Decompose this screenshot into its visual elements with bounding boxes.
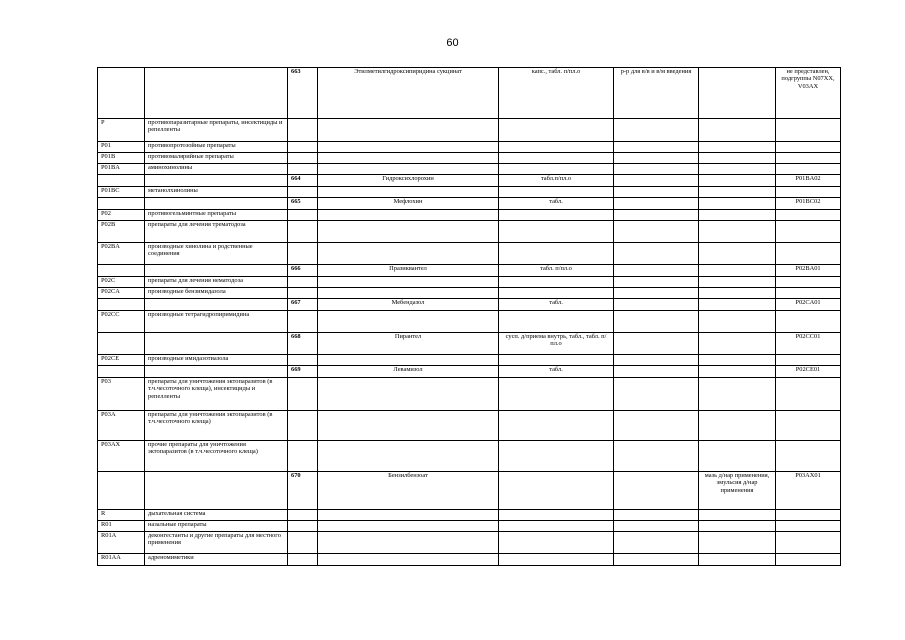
- dosage-form-3: [699, 288, 776, 299]
- table-row: [98, 510, 841, 521]
- dosage-form-2: [614, 153, 699, 164]
- drug-name: [318, 355, 499, 366]
- drug-table: [97, 67, 841, 566]
- dosage-form: [499, 153, 614, 164]
- atc-code-2: [776, 532, 841, 554]
- item-number: 668: [288, 333, 318, 355]
- atc-code-2: P02CC01: [776, 333, 841, 355]
- dosage-form: [499, 221, 614, 243]
- dosage-form-3: [699, 333, 776, 355]
- table-row: [98, 119, 841, 142]
- atc-code-2: [776, 243, 841, 265]
- item-number: 670: [288, 472, 318, 510]
- atc-code-cell: P03A: [98, 411, 145, 441]
- page-number: 60: [446, 37, 459, 49]
- table-row: [98, 532, 841, 554]
- atc-code-cell: P02CC: [98, 311, 145, 333]
- drug-name: [318, 243, 499, 265]
- dosage-form-3: [699, 164, 776, 175]
- group-cell: деконгестанты и другие препараты для местного применения: [145, 532, 288, 554]
- dosage-form-3: [699, 153, 776, 164]
- dosage-form-3: [699, 441, 776, 472]
- atc-code-2: P02BA01: [776, 265, 841, 277]
- atc-code-cell: [98, 366, 145, 378]
- dosage-form-3: [699, 142, 776, 153]
- item-number: 665: [288, 198, 318, 210]
- dosage-form-3: [699, 366, 776, 378]
- dosage-form-2: [614, 441, 699, 472]
- dosage-form-2: [614, 221, 699, 243]
- dosage-form-3: [699, 510, 776, 521]
- item-number: [288, 277, 318, 288]
- atc-code-2: [776, 355, 841, 366]
- atc-code-cell: R01AA: [98, 554, 145, 566]
- dosage-form: [499, 510, 614, 521]
- atc-code-cell: P03AX: [98, 441, 145, 472]
- dosage-form-3: [699, 554, 776, 566]
- dosage-form-3: [699, 119, 776, 142]
- table-row: [98, 277, 841, 288]
- atc-code-2: [776, 510, 841, 521]
- table-row: [98, 198, 841, 210]
- group-cell: [145, 299, 288, 311]
- item-number: [288, 153, 318, 164]
- item-number: [288, 411, 318, 441]
- drug-name: Пирантел: [318, 333, 499, 355]
- table-row: [98, 311, 841, 333]
- group-cell: прочие препараты для уничтожения эктопаразитов (в т.ч.чесоточного клеща): [145, 441, 288, 472]
- group-cell: производные имидазотиазола: [145, 355, 288, 366]
- item-number: [288, 510, 318, 521]
- dosage-form: табл. п/пл.о: [499, 265, 614, 277]
- item-number: [288, 243, 318, 265]
- drug-name: Гидроксихлорохин: [318, 175, 499, 187]
- drug-name: [318, 153, 499, 164]
- item-number: [288, 210, 318, 221]
- atc-code-2: [776, 311, 841, 333]
- dosage-form: [499, 311, 614, 333]
- group-cell: [145, 68, 288, 119]
- item-number: [288, 311, 318, 333]
- dosage-form-3: [699, 210, 776, 221]
- dosage-form-2: [614, 411, 699, 441]
- dosage-form: [499, 164, 614, 175]
- group-cell: производные бензимидазола: [145, 288, 288, 299]
- drug-name: [318, 311, 499, 333]
- item-number: 667: [288, 299, 318, 311]
- dosage-form-3: [699, 277, 776, 288]
- item-number: [288, 187, 318, 198]
- drug-name: [318, 164, 499, 175]
- table-row: [98, 299, 841, 311]
- atc-code-cell: [98, 198, 145, 210]
- dosage-form-2: [614, 355, 699, 366]
- table-row: [98, 210, 841, 221]
- atc-code-cell: [98, 68, 145, 119]
- dosage-form-3: [699, 198, 776, 210]
- table-row: [98, 333, 841, 355]
- drug-name: Мебендазол: [318, 299, 499, 311]
- drug-name: [318, 119, 499, 142]
- group-cell: препараты для уничтожения эктопаразитов (в т.ч.чесоточного клеща): [145, 411, 288, 441]
- dosage-form-3: [699, 521, 776, 532]
- atc-code-cell: [98, 333, 145, 355]
- drug-name: [318, 221, 499, 243]
- atc-code-2: [776, 521, 841, 532]
- item-number: [288, 521, 318, 532]
- group-cell: производные хинолина и родственные соединения: [145, 243, 288, 265]
- atc-code-cell: P02CA: [98, 288, 145, 299]
- dosage-form: табл.: [499, 198, 614, 210]
- item-number: [288, 554, 318, 566]
- group-cell: адреномиметики: [145, 554, 288, 566]
- dosage-form: [499, 441, 614, 472]
- table-row: [98, 366, 841, 378]
- group-cell: противопротозойные препараты: [145, 142, 288, 153]
- atc-code-cell: P01: [98, 142, 145, 153]
- item-number: 666: [288, 265, 318, 277]
- drug-name: Левамизол: [318, 366, 499, 378]
- item-number: 669: [288, 366, 318, 378]
- dosage-form-2: [614, 277, 699, 288]
- dosage-form-2: р-р для в/в и в/м введения: [614, 68, 699, 119]
- item-number: [288, 288, 318, 299]
- group-cell: [145, 265, 288, 277]
- group-cell: [145, 472, 288, 510]
- atc-code-cell: R: [98, 510, 145, 521]
- table-row: [98, 441, 841, 472]
- dosage-form-2: [614, 378, 699, 411]
- group-cell: производные тетрагидропиримидина: [145, 311, 288, 333]
- atc-code-cell: P01BA: [98, 164, 145, 175]
- dosage-form-3: [699, 221, 776, 243]
- group-cell: препараты для уничтожения эктопаразитов (в т.ч.чесоточного клеща), инсектициды и репелленты: [145, 378, 288, 411]
- dosage-form-2: [614, 210, 699, 221]
- atc-code-2: P01BC02: [776, 198, 841, 210]
- item-number: [288, 119, 318, 142]
- dosage-form-2: [614, 164, 699, 175]
- dosage-form: [499, 378, 614, 411]
- atc-code-2: [776, 288, 841, 299]
- atc-code-cell: P02B: [98, 221, 145, 243]
- table-row: [98, 378, 841, 411]
- table-row: [98, 355, 841, 366]
- dosage-form-2: [614, 510, 699, 521]
- dosage-form-2: [614, 198, 699, 210]
- dosage-form: [499, 532, 614, 554]
- dosage-form-3: мазь д/нар применения, эмульсия д/нар применения: [699, 472, 776, 510]
- dosage-form: [499, 355, 614, 366]
- dosage-form: сусп. д/приема внутрь, табл., табл. п/пл.о: [499, 333, 614, 355]
- dosage-form-2: [614, 311, 699, 333]
- group-cell: [145, 333, 288, 355]
- drug-name: [318, 210, 499, 221]
- dosage-form-3: [699, 299, 776, 311]
- table-row: [98, 68, 841, 119]
- atc-code-cell: [98, 175, 145, 187]
- group-cell: противопаразитарные препараты, инсектициды и репелленты: [145, 119, 288, 142]
- atc-code-cell: P01B: [98, 153, 145, 164]
- drug-name: [318, 411, 499, 441]
- drug-name: [318, 378, 499, 411]
- table-row: [98, 164, 841, 175]
- dosage-form-2: [614, 119, 699, 142]
- dosage-form-3: [699, 265, 776, 277]
- item-number: [288, 532, 318, 554]
- drug-name: [318, 510, 499, 521]
- atc-code-cell: R01: [98, 521, 145, 532]
- dosage-form-3: [699, 378, 776, 411]
- dosage-form-3: [699, 532, 776, 554]
- atc-code-2: P01BA02: [776, 175, 841, 187]
- dosage-form: [499, 288, 614, 299]
- atc-code-cell: P03: [98, 378, 145, 411]
- dosage-form: табл.: [499, 366, 614, 378]
- dosage-form-2: [614, 521, 699, 532]
- dosage-form-3: [699, 355, 776, 366]
- atc-code-2: [776, 441, 841, 472]
- table-row: [98, 221, 841, 243]
- atc-code-2: [776, 411, 841, 441]
- dosage-form: [499, 119, 614, 142]
- atc-code-2: [776, 187, 841, 198]
- atc-code-2: [776, 210, 841, 221]
- drug-name: Мефлохин: [318, 198, 499, 210]
- item-number: [288, 355, 318, 366]
- atc-code-cell: P02CE: [98, 355, 145, 366]
- drug-name: Празиквантел: [318, 265, 499, 277]
- group-cell: дыхательная система: [145, 510, 288, 521]
- table-row: [98, 554, 841, 566]
- drug-name: [318, 521, 499, 532]
- group-cell: препараты для лечения трематодоза: [145, 221, 288, 243]
- drug-name: [318, 277, 499, 288]
- table-row: [98, 153, 841, 164]
- dosage-form-2: [614, 175, 699, 187]
- item-number: 663: [288, 68, 318, 119]
- dosage-form-2: [614, 333, 699, 355]
- dosage-form-2: [614, 288, 699, 299]
- drug-name: [318, 142, 499, 153]
- atc-code-cell: [98, 265, 145, 277]
- table-row: [98, 411, 841, 441]
- dosage-form: [499, 277, 614, 288]
- dosage-form: капс., табл. п/пл.о: [499, 68, 614, 119]
- table-row: [98, 521, 841, 532]
- item-number: [288, 142, 318, 153]
- dosage-form-2: [614, 554, 699, 566]
- atc-code-cell: P02BA: [98, 243, 145, 265]
- group-cell: метанолхинолины: [145, 187, 288, 198]
- dosage-form-2: [614, 532, 699, 554]
- atc-code-cell: [98, 299, 145, 311]
- atc-code-cell: P: [98, 119, 145, 142]
- drug-name: [318, 187, 499, 198]
- atc-note: не представлен, подгруппы N07XX, V03AX: [776, 68, 841, 119]
- dosage-form: [499, 521, 614, 532]
- atc-code-2: [776, 378, 841, 411]
- atc-code-2: P03AX01: [776, 472, 841, 510]
- dosage-form-3: [699, 187, 776, 198]
- dosage-form-2: [614, 299, 699, 311]
- dosage-form: [499, 210, 614, 221]
- group-cell: [145, 366, 288, 378]
- dosage-form: табл.: [499, 299, 614, 311]
- atc-code-2: [776, 221, 841, 243]
- group-cell: аминохинолины: [145, 164, 288, 175]
- atc-code-2: [776, 164, 841, 175]
- drug-name: Бензилбензоат: [318, 472, 499, 510]
- dosage-form-3: [699, 243, 776, 265]
- dosage-form-2: [614, 366, 699, 378]
- atc-code-cell: P02: [98, 210, 145, 221]
- dosage-form-2: [614, 472, 699, 510]
- atc-code-2: P02CA01: [776, 299, 841, 311]
- atc-code-cell: [98, 472, 145, 510]
- item-number: [288, 378, 318, 411]
- drug-name: [318, 554, 499, 566]
- dosage-form: [499, 187, 614, 198]
- atc-code-2: [776, 277, 841, 288]
- dosage-form-3: [699, 411, 776, 441]
- table-row: [98, 175, 841, 187]
- table-row: [98, 243, 841, 265]
- item-number: [288, 221, 318, 243]
- dosage-form-2: [614, 265, 699, 277]
- atc-code-2: [776, 142, 841, 153]
- group-cell: [145, 175, 288, 187]
- drug-name: [318, 532, 499, 554]
- dosage-form: [499, 554, 614, 566]
- table-row: [98, 472, 841, 510]
- table-row: [98, 142, 841, 153]
- dosage-form-3: [699, 68, 776, 119]
- atc-code-cell: P01BC: [98, 187, 145, 198]
- atc-code-cell: R01A: [98, 532, 145, 554]
- dosage-form-2: [614, 142, 699, 153]
- item-number: [288, 164, 318, 175]
- dosage-form: табл.п/пл.о: [499, 175, 614, 187]
- atc-code-2: P02CE01: [776, 366, 841, 378]
- group-cell: назальные препараты: [145, 521, 288, 532]
- dosage-form-2: [614, 187, 699, 198]
- table-row: [98, 288, 841, 299]
- item-number: 664: [288, 175, 318, 187]
- item-number: [288, 441, 318, 472]
- group-cell: противомалярийные препараты: [145, 153, 288, 164]
- dosage-form-3: [699, 175, 776, 187]
- group-cell: препараты для лечения нематодоза: [145, 277, 288, 288]
- dosage-form: [499, 243, 614, 265]
- dosage-form: [499, 472, 614, 510]
- dosage-form-3: [699, 311, 776, 333]
- table-row: [98, 265, 841, 277]
- drug-name: Этилметилгидроксипиридина сукцинат: [318, 68, 499, 119]
- table-row: [98, 187, 841, 198]
- group-cell: противогельминтные препараты: [145, 210, 288, 221]
- dosage-form: [499, 142, 614, 153]
- atc-code-2: [776, 554, 841, 566]
- dosage-form-2: [614, 243, 699, 265]
- atc-code-2: [776, 153, 841, 164]
- dosage-form: [499, 411, 614, 441]
- drug-name: [318, 288, 499, 299]
- drug-name: [318, 441, 499, 472]
- atc-code-2: [776, 119, 841, 142]
- group-cell: [145, 198, 288, 210]
- atc-code-cell: P02C: [98, 277, 145, 288]
